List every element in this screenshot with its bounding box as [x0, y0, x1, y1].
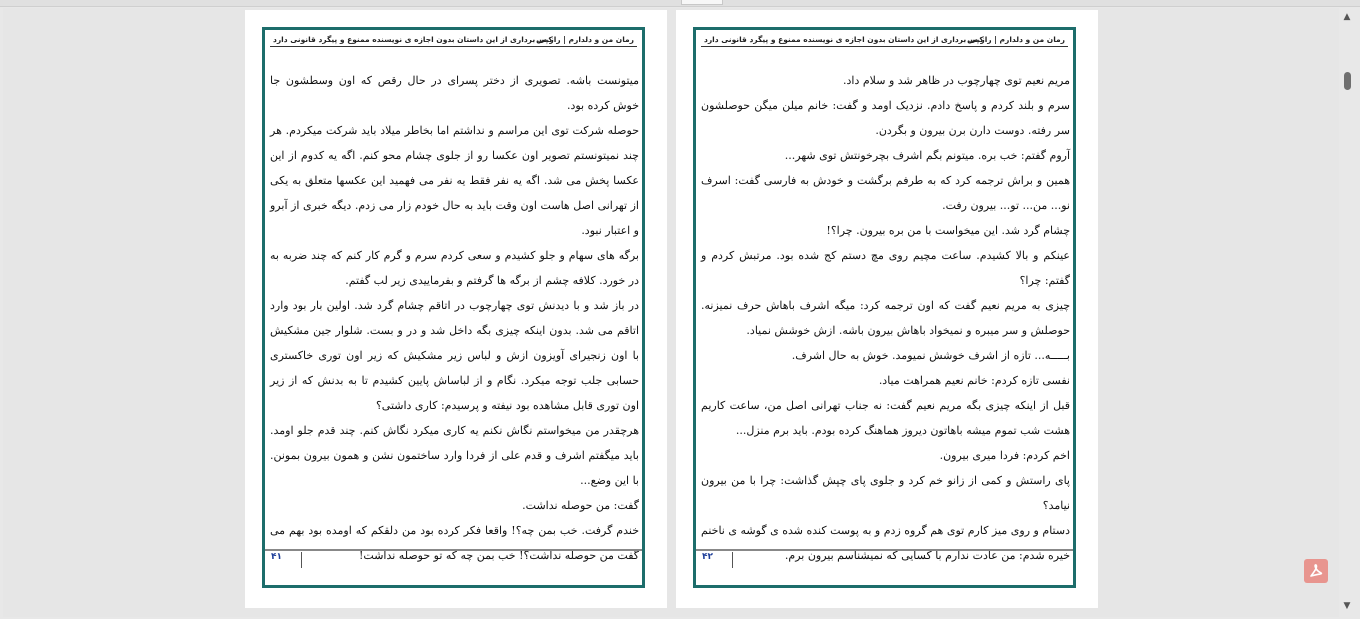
page-border-frame: [693, 27, 1076, 588]
paragraph: سرم و بلند کردم و پاسخ دادم. نزدیک اومد و گفت: خانم میلن میگن حوصلشون سر رفته. دوست دارن برن بیرون و بگردن.: [701, 99, 1070, 137]
scroll-up-arrow-icon[interactable]: ▲: [1343, 12, 1351, 22]
paragraph: چشام گرد شد. این میخواست با من بره بیرون. چرا؟!: [826, 224, 1070, 237]
paragraph: میتونست باشه. تصویری از دختر پسرای در حال رقص که اون وسطشون جا خوش کرده بود.: [270, 74, 639, 112]
page-header: [701, 34, 1068, 47]
header-title: رمان من و دلدارم | راز.س: [536, 35, 634, 44]
paragraph: هرچقدر من میخواستم نگاش نکنم یه کاری میکرد نگاش کنم. چند قدم جلو اومد. باید میگفتم اشرف و قدم علی از فردا وارد ساختمون نشن و همون بیرون بمونن. با این وضع...: [270, 424, 639, 487]
pdf-acrobat-icon: [1308, 563, 1324, 579]
header-title: رمان من و دلدارم | راز.س: [967, 35, 1065, 44]
paragraph: قبل از اینکه چیزی بگه مریم نعیم گفت: نه جناب تهرانی اصل من، ساعت کاریم هشت شب تموم میشه باهاتون دیروز هماهنگ کرده بودم. باید برم منزل...: [701, 399, 1070, 437]
paragraph: عینکم و بالا کشیدم. ساعت مچیم روی مچ دستم کج شده بود. مرتبش کردم و گفتم: چرا؟: [701, 249, 1070, 287]
pdf-page-41: [245, 10, 667, 608]
pdf-page-42: [676, 10, 1098, 608]
top-toolbar-strip: [0, 0, 1360, 7]
page-border-frame: [262, 27, 645, 588]
page-header: [270, 34, 637, 47]
pdf-icon[interactable]: [1304, 559, 1328, 583]
paragraph: دستام و روی میز کارم توی هم گروه زدم و به پوست کنده شده ی گوشه ی ناخنم خیره شدم: من عادت ندارم با کسایی که نمیشناسم بیرون برم.: [701, 524, 1070, 562]
paragraph: چیزی به مریم نعیم گفت که اون ترجمه کرد: میگه اشرف باهاش حرف نمیزنه. حوصلش و سر میبره و نمیخواد باهاش بیرون باشه. ازش خوشش نمیاد.: [701, 299, 1070, 337]
page-body-text: [270, 68, 639, 568]
scrollbar-thumb[interactable]: [1344, 72, 1351, 90]
paragraph: بـــــه... تازه از اشرف خوشش نمیومد. خوش به حال اشرف.: [791, 349, 1070, 362]
toolbar-tab-handle[interactable]: [681, 0, 723, 5]
vertical-scrollbar[interactable]: [1340, 8, 1354, 613]
paragraph: خندم گرفت. خب بمن چه؟! واقعا فکر کرده بود من دلقکم که اومده بود بهم می گفت من حوصله نداشت؟! خب بمن چه که تو حوصله نداشت!: [270, 524, 639, 562]
page-footer: [265, 549, 642, 569]
header-copyright-notice: کپی برداری از این داستان بدون اجازه ی نویسنده ممنوع و پیگرد قانونی دارد: [704, 35, 984, 44]
paragraph: اخم کردم: فردا میری بیرون.: [939, 449, 1070, 462]
page-number: ۴۱: [271, 552, 302, 568]
page-footer: [696, 549, 1073, 569]
paragraph: حوصله شرکت توی این مراسم و نداشتم اما بخاطر میلاد باید شرکت میکردم. هر چند نمیتونستم تصویر اون عکسا رو از جلوی چشام محو کنم. اگه یه کدوم از این عکسا پخش می شد. اگه یه نفر فقط یه نفر می فهمید این عکسها متعلق به یکی از تهرانی اصل هاست اون وقت باید به حال خودم زار می زدم. دیگه خبری از آبرو و اعتبار نبود.: [270, 124, 639, 237]
paragraph: پای راستش و کمی از زانو خم کرد و جلوی پای چپش گذاشت: چرا با من بیرون نیامد؟: [701, 474, 1070, 512]
paragraph: مریم نعیم توی چهارچوب در ظاهر شد و سلام داد.: [843, 74, 1070, 87]
paragraph: همین و براش ترجمه کرد که به طرفم برگشت و خودش به فارسی گفت: اسرف نو... من... تو... بیرون رفت.: [701, 174, 1070, 212]
scroll-down-arrow-icon[interactable]: ▼: [1343, 601, 1351, 611]
page-number: ۴۲: [702, 552, 733, 568]
paragraph: در باز شد و با دیدنش توی چهارچوب در اتاقم چشام گرد شد. اولین بار بود وارد اتاقم می شد. بدون اینکه چیزی بگه داخل شد و در و بست. شلوار جین مشکیش با اون زنجیرای آویزون ازش و لباس زیر مشکیش که زیر اون توری خاکستری حسابی جلب توجه میکرد. نگام و از لباساش پایین کشیدم تا به بدنش که از زیر اون توری قابل مشاهده بود نیفته و پرسیدم: کاری داشتی؟: [270, 299, 639, 412]
header-copyright-notice: کپی برداری از این داستان بدون اجازه ی نویسنده ممنوع و پیگرد قانونی دارد: [273, 35, 553, 44]
paragraph: آروم گفتم: خب بره. میتونم بگم اشرف بچرخونتش توی شهر...: [784, 149, 1070, 162]
page-body-text: [701, 68, 1070, 568]
paragraph: برگه های سهام و جلو کشیدم و سعی کردم سرم و گرم کار کنم که چند ضربه به در خورد. کلافه چشم از برگه ها گرفتم و بفرماییدی زیر لب گفتم.: [270, 249, 639, 287]
paragraph: گفت: من حوصله نداشت.: [522, 499, 639, 512]
pdf-viewer: [3, 8, 1339, 617]
paragraph: نفسی تازه کردم: خانم نعیم همراهت میاد.: [878, 374, 1070, 387]
